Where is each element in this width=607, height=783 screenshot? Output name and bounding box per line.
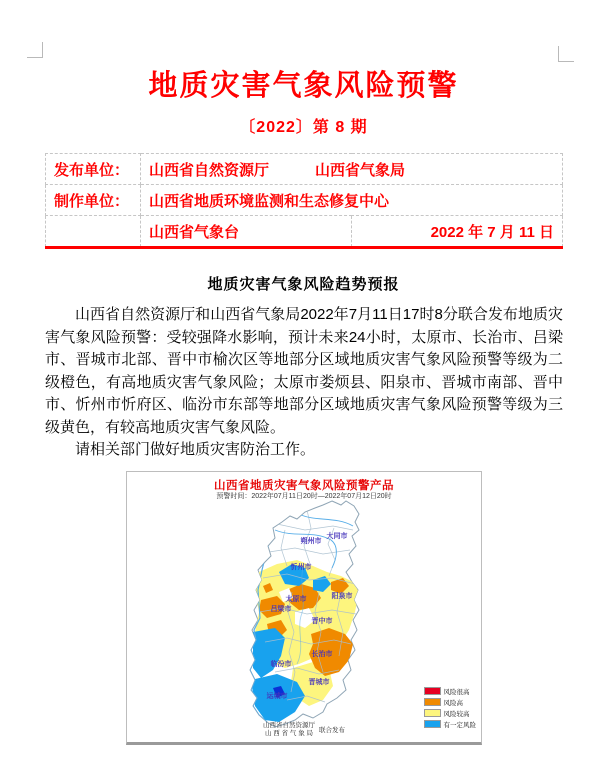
credit-issuer-2: 山 西 省 气 象 局 xyxy=(264,729,314,737)
margin-crop-mark-right xyxy=(558,46,574,62)
legend-item: 风险高 xyxy=(424,697,477,708)
city-label-linfen: 临汾市 xyxy=(270,660,292,668)
map-warning-time: 预警时间：2022年07月11日20时—2022年07月12日20时 xyxy=(216,492,392,500)
publisher-value: 山西省自然资源厅 山西省气象局 xyxy=(141,154,563,185)
map-credit xyxy=(263,722,345,738)
table-row xyxy=(46,154,563,185)
issue-date: 2022 年 7 月 11 日 xyxy=(352,216,563,247)
forecast-paragraph: 请相关部门做好地质灾害防治工作。 xyxy=(75,441,316,458)
map-title: 山西省地质灾害气象风险预警产品 xyxy=(214,479,394,492)
margin-crop-mark-left xyxy=(27,42,43,58)
credit-joint-release: 联合发布 xyxy=(319,727,345,734)
table-row xyxy=(46,216,563,247)
table-row xyxy=(46,185,563,216)
producer-label: 制作单位： xyxy=(46,185,141,216)
empty-cell xyxy=(46,216,141,247)
legend-item: 风险很高 xyxy=(424,686,477,697)
city-label-datong: 大同市 xyxy=(326,532,348,540)
section-heading: 地质灾害气象风险趋势预报 xyxy=(207,276,400,293)
forecast-paragraph: 山西省自然资源厅和山西省气象局2022年7月11日17时8分联合发布地质灾害气象风险预警：受较强降水影响，预计未来24小时，太原市、长治市、吕梁市、晋城市北部、晋中市榆次区等地部分区域地质灾害气象风险预警等级为二级橙色，有高地质灾害气象风险；太原市娄烦县、阳泉市、晋城市南部、晋中市、忻州市忻府区、临汾市东部等地部分区域地质灾害气象风险预警等级为三级黄色，有较高地质灾害气象风险。 xyxy=(45,306,563,436)
red-divider xyxy=(45,246,563,249)
header-info-table xyxy=(45,153,563,249)
city-label-jincheng: 晋城市 xyxy=(308,678,330,686)
issue-number: 〔2022〕第 8 期 xyxy=(239,119,368,136)
credit-issuer-1: 山西省自然资源厅 xyxy=(263,721,315,729)
legend-item: 有一定风险 xyxy=(424,719,477,730)
city-label-shuozhou: 朔州市 xyxy=(300,537,322,545)
legend-item: 风险较高 xyxy=(424,708,477,719)
city-label-yangquan: 阳泉市 xyxy=(331,592,353,600)
city-label-lvliang: 吕梁市 xyxy=(270,605,292,613)
risk-warning-map xyxy=(126,471,482,745)
publisher-label: 发布单位： xyxy=(46,154,141,185)
city-label-yuncheng: 运城市 xyxy=(266,692,288,700)
city-label-changzhi: 长治市 xyxy=(311,650,333,658)
city-label-taiyuan: 太原市 xyxy=(285,595,307,603)
legend-swatch-high xyxy=(424,698,441,706)
producer-value: 山西省地质环境监测和生态修复中心 xyxy=(141,185,563,216)
legend-swatch-relatively-high xyxy=(424,709,441,717)
map-legend xyxy=(424,686,477,730)
legend-swatch-very-high xyxy=(424,687,441,695)
page-title: 地质灾害气象风险预警 xyxy=(148,70,459,102)
city-label-jinzhong: 晋中市 xyxy=(311,617,333,625)
legend-swatch-certain xyxy=(424,720,441,728)
forecast-body xyxy=(45,304,563,462)
city-label-xinzhou: 忻州市 xyxy=(290,563,312,571)
observatory-value: 山西省气象台 xyxy=(141,216,352,247)
